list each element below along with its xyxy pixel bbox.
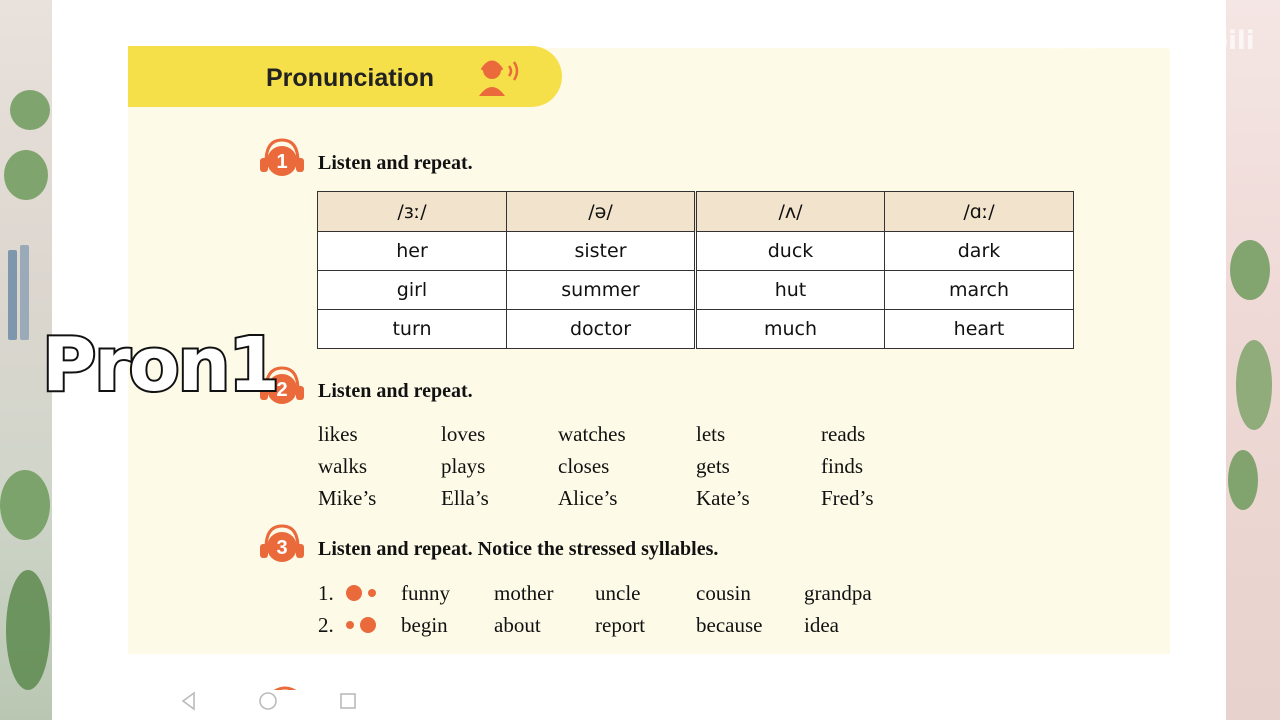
list-item: Mike’s — [318, 486, 377, 510]
table-cell: doctor — [507, 310, 696, 349]
section-3-number: 3 — [276, 537, 288, 559]
table-header-cell: /ə/ — [507, 192, 696, 232]
page-title: Pronunciation — [266, 64, 435, 92]
table-cell: duck — [696, 232, 885, 271]
section-banner — [128, 46, 562, 107]
list-item: begin — [401, 613, 448, 637]
list-item: report — [595, 613, 646, 637]
list-item: closes — [558, 454, 610, 478]
list-item: because — [696, 613, 763, 637]
table-cell: summer — [507, 271, 696, 310]
table-cell: her — [318, 232, 507, 271]
plant-decor — [0, 470, 50, 540]
list-item: grandpa — [804, 581, 872, 605]
watermark-text: 哔哩哔哩 — [1030, 33, 1095, 52]
table-header-row — [318, 192, 1074, 232]
plant-decor — [1230, 240, 1270, 300]
stress-dot-big — [346, 585, 362, 601]
section-3-headphone-icon — [258, 522, 306, 566]
list-item: finds — [821, 454, 863, 478]
next-section-peek — [270, 680, 300, 690]
bilibili-logo: bilibili — [1164, 26, 1255, 56]
list-item: Fred’s — [821, 486, 874, 510]
table-header-cell: /ʌ/ — [696, 192, 885, 232]
list-item: gets — [696, 454, 730, 478]
list-item: uncle — [595, 581, 641, 605]
video-caption-overlay: Pron1 — [42, 322, 278, 408]
list-item: walks — [318, 454, 367, 478]
list-item: idea — [804, 613, 839, 637]
back-triangle-icon[interactable] — [178, 690, 200, 712]
section-1-number: 1 — [276, 151, 288, 173]
list-item: watches — [558, 422, 626, 446]
table-header-cell: /ɑː/ — [885, 192, 1074, 232]
list-item: mother — [494, 581, 554, 605]
stress-dot-big — [360, 617, 376, 633]
list-item: plays — [441, 454, 486, 478]
table-cell: much — [696, 310, 885, 349]
phonetic-table — [317, 191, 1074, 349]
list-item: reads — [821, 422, 866, 446]
stress-dot-small — [368, 589, 376, 597]
stress-dot-small — [346, 621, 354, 629]
list-item: likes — [318, 422, 358, 446]
plant-decor — [1236, 340, 1272, 430]
table-cell: turn — [318, 310, 507, 349]
section-1-title: Listen and repeat. — [318, 152, 473, 174]
plant-decor — [6, 570, 50, 690]
background-right-decor — [1226, 0, 1280, 720]
list-item: Alice’s — [558, 486, 618, 510]
listening-person-icon — [474, 56, 524, 98]
recents-square-icon[interactable] — [337, 690, 359, 712]
table-header-cell: /ɜː/ — [318, 192, 507, 232]
list-item: Kate’s — [696, 486, 750, 510]
section-2-title: Listen and repeat. — [318, 380, 473, 402]
line-2-label: 2. — [318, 613, 334, 637]
plant-decor — [1228, 450, 1258, 510]
table-cell: sister — [507, 232, 696, 271]
table-cell: heart — [885, 310, 1074, 349]
list-item: cousin — [696, 581, 751, 605]
book-decor — [20, 245, 29, 340]
line-1-label: 1. — [318, 581, 334, 605]
table-cell: girl — [318, 271, 507, 310]
list-item: lets — [696, 422, 726, 446]
book-decor — [8, 250, 17, 340]
home-circle-icon[interactable] — [257, 690, 279, 712]
table-row — [318, 310, 1074, 349]
list-item: Ella’s — [441, 486, 489, 510]
table-row — [318, 232, 1074, 271]
list-item: funny — [401, 581, 450, 605]
plant-decor — [4, 150, 48, 200]
section-2-number: 2 — [276, 379, 288, 401]
list-item: about — [494, 613, 541, 637]
table-row — [318, 271, 1074, 310]
plant-decor — [10, 90, 50, 130]
list-item: loves — [441, 422, 486, 446]
section-1-headphone-icon — [258, 136, 306, 180]
section-3-title: Listen and repeat. Notice the stressed syllables. — [318, 538, 719, 560]
table-cell: hut — [696, 271, 885, 310]
table-cell: dark — [885, 232, 1074, 271]
table-cell: march — [885, 271, 1074, 310]
